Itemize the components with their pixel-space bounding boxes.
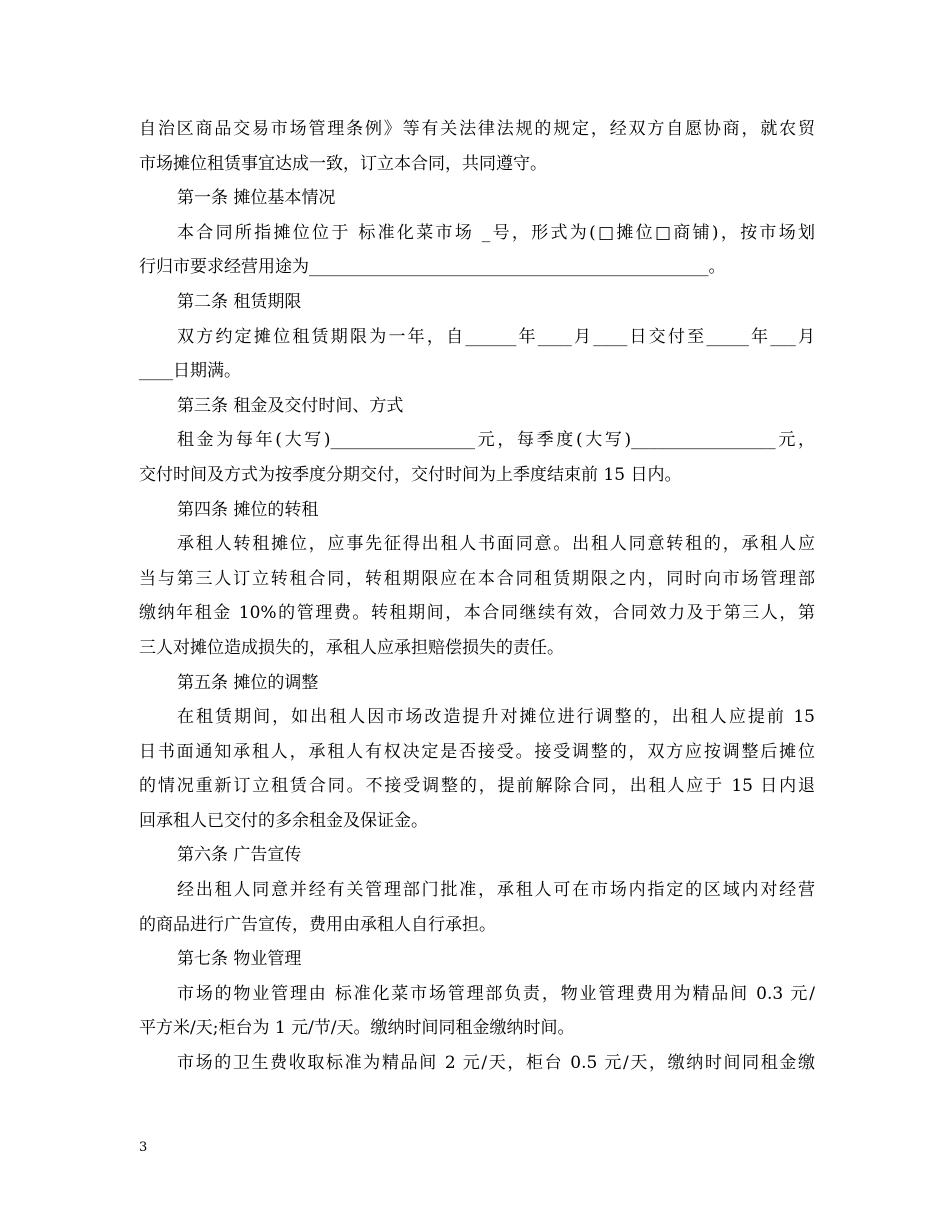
text-line: 租金为每年(大写)_________________元，每季度(大写)_________________元， [177, 430, 815, 451]
text-line: 交付时间及方式为按季度分期交付，交付时间为上季度结束前 15 日内。 [139, 464, 682, 485]
text-line: 第四条 摊位的转租 [177, 499, 319, 520]
text-line: 在租赁期间，如出租人因市场改造提升对摊位进行调整的，出租人应提前 15 [177, 707, 815, 728]
text-line: 行归市要求经营用途为_______________________________________________。 [139, 257, 726, 278]
text-line: 自治区商品交易市场管理条例》等有关法律法规的规定，经双方自愿协商，就农贸 [139, 119, 815, 139]
text-line: 的商品进行广告宣传，费用由承租人自行承担。 [139, 914, 496, 935]
text-line: 第五条 摊位的调整 [177, 672, 319, 693]
page-number: 3 [139, 1140, 148, 1155]
text-line: 经出租人同意并经有关管理部门批准，承租人可在市场内指定的区域内对经营 [177, 880, 815, 901]
text-line: 平方米/天;柜台为 1 元/节/天。缴纳时间同租金缴纳时间。 [139, 1018, 575, 1039]
text-line: 市场的物业管理由 标准化菜市场管理部负责，物业管理费用为精品间 0.3 元/ [177, 983, 815, 1004]
text-line: 缴纳年租金 10%的管理费。转租期间，本合同继续有效，合同效力及于第三人，第 [139, 603, 815, 624]
text-line: 第三条 租金及交付时间、方式 [177, 395, 404, 416]
text-line: 第二条 租赁期限 [177, 291, 302, 312]
text-line: 的情况重新订立租赁合同。不接受调整的，提前解除合同，出租人应于 15 日内退 [139, 776, 815, 797]
document-body [139, 112, 815, 1081]
text-line: 第一条 摊位基本情况 [177, 188, 336, 209]
text-line: 市场摊位租赁事宜达成一致，订立本合同，共同遵守。 [139, 153, 547, 174]
text-line: 市场的卫生费收取标准为精品间 2 元/天，柜台 0.5 元/天，缴纳时间同租金缴 [177, 1053, 815, 1074]
text-line: 第七条 物业管理 [177, 949, 302, 970]
text-line: 回承租人已交付的多余租金及保证金。 [139, 810, 428, 831]
text-line: 承租人转租摊位，应事先征得出租人书面同意。出租人同意转租的，承租人应 [177, 534, 815, 555]
text-line: ____日期满。 [139, 361, 241, 382]
text-line: 日书面通知承租人，承租人有权决定是否接受。接受调整的，双方应按调整后摊位 [139, 741, 815, 762]
text-line: 三人对摊位造成损失的，承租人应承担赔偿损失的责任。 [139, 637, 564, 658]
text-line: 双方约定摊位租赁期限为一年，自______年____月____日交付至_____年___月 [177, 326, 815, 347]
text-line: 当与第三人订立转租合同，转租期限应在本合同租赁期限之内，同时向市场管理部 [139, 568, 815, 589]
text-line: 第六条 广告宣传 [177, 845, 302, 866]
text-line: 本合同所指摊位位于 标准化菜市场 _号，形式为(□摊位□商铺)，按市场划 [177, 222, 815, 243]
